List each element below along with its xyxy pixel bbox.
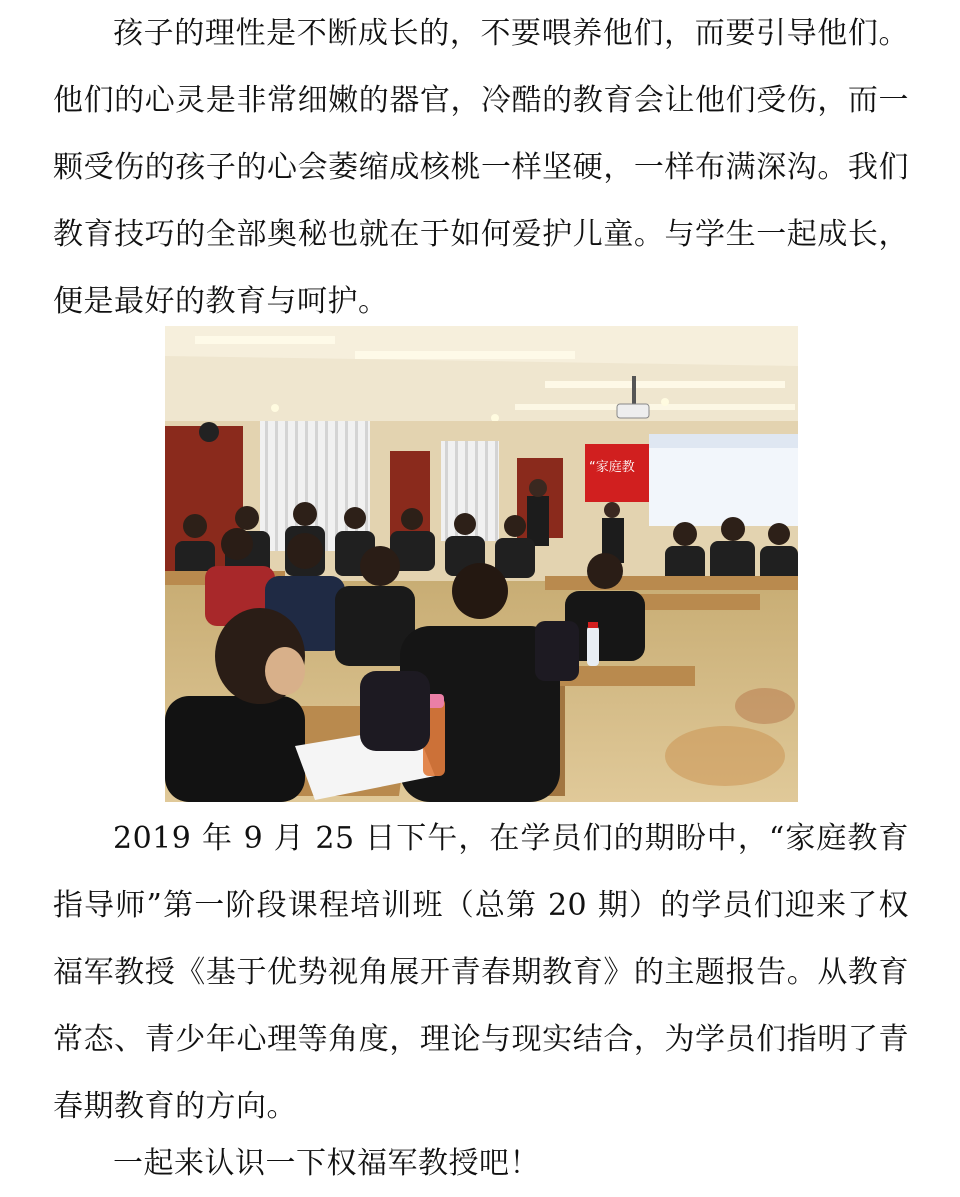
banner-text: “家庭教 — [589, 460, 635, 475]
paragraph-intro: 孩子的理性是不断成长的，不要喂养他们，而要引导他们。他们的心灵是非常细嫩的器官，冷酷的教育会让他们受伤，而一颗受伤的孩子的心会萎缩成核桃一样坚硬，一样布满深沟。我们教育技巧的全部奥秘也就在于如何爱护儿童。与学生一起成长，便是最好的教育与呵护。 — [53, 16, 909, 319]
paragraph-closing: 一起来认识一下权福军教授吧！ — [113, 1146, 540, 1181]
classroom-photo — [165, 326, 798, 802]
paragraph-event: 2019 年 9 月 25 日下午，在学员们的期盼中，“家庭教育指导师”第一阶段课程培训班（总第 20 期）的学员们迎来了权福军教授《基于优势视角展开青春期教育》的主题报告。从教育常态、青少年心理等角度，理论与现实结合，为学员们指明了青春期教育的方向。 — [53, 821, 909, 1124]
